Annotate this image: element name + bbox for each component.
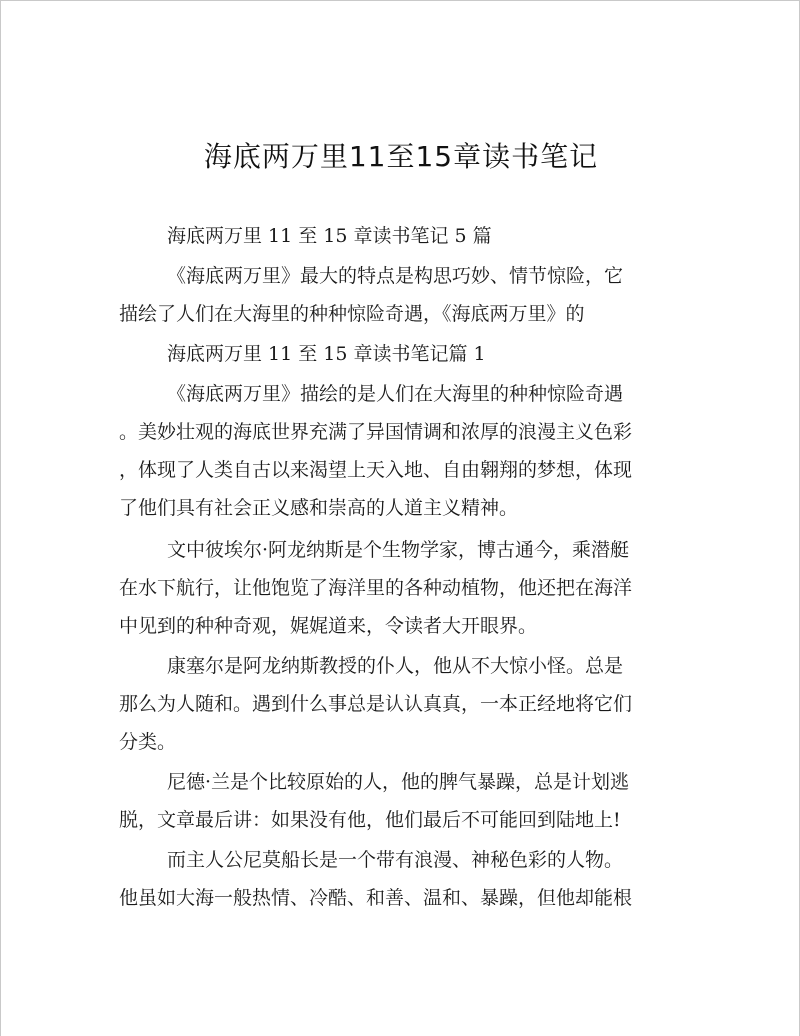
paragraph-line: 《海底两万里》描绘的是人们在大海里的种种惊险奇遇 (167, 383, 624, 405)
paragraph-line: 了他们具有社会正义感和崇高的人道主义精神。 (119, 497, 519, 519)
paragraph-line: 而主人公尼莫船长是一个带有浪漫、神秘色彩的人物。 (167, 849, 624, 871)
paragraph-line: 脱，文章最后讲：如果没有他，他们最后不可能回到陆地上! (119, 809, 621, 831)
paragraph-line: ，体现了人类自古以来渴望上天入地、自由翱翔的梦想，体现 (119, 459, 633, 481)
paragraph-line: 。美妙壮观的海底世界充满了异国情调和浓厚的浪漫主义色彩 (119, 421, 633, 443)
paragraph-line: 中见到的种种奇观，娓娓道来，令读者大开眼界。 (119, 615, 538, 637)
paragraph-line: 康塞尔是阿龙纳斯教授的仆人，他从不大惊小怪。总是 (167, 655, 624, 677)
paragraph-line: 他虽如大海一般热情、冷酷、和善、温和、暴躁，但他却能根 (119, 887, 633, 909)
paragraph-line: 在水下航行，让他饱览了海洋里的各种动植物，他还把在海洋 (119, 577, 633, 599)
document-title: 海底两万里11至15章读书笔记 (203, 140, 599, 173)
paragraph-line: 《海底两万里》最大的特点是构思巧妙、情节惊险，它 (167, 265, 624, 287)
paragraph-line: 分类。 (119, 731, 177, 753)
section-heading-line: 海底两万里 11 至 15 章读书笔记篇 1 (167, 343, 486, 365)
paragraph-line: 尼德·兰是个比较原始的人，他的脾气暴躁，总是计划逃 (167, 771, 630, 793)
subtitle-line: 海底两万里 11 至 15 章读书笔记 5 篇 (167, 225, 492, 247)
paragraph-line: 文中彼埃尔·阿龙纳斯是个生物学家，博古通今，乘潜艇 (167, 539, 630, 561)
paragraph-line: 描绘了人们在大海里的种种惊险奇遇，《海底两万里》的 (119, 303, 585, 325)
paragraph-line: 那么为人随和。遇到什么事总是认认真真，一本正经地将它们 (119, 693, 633, 715)
